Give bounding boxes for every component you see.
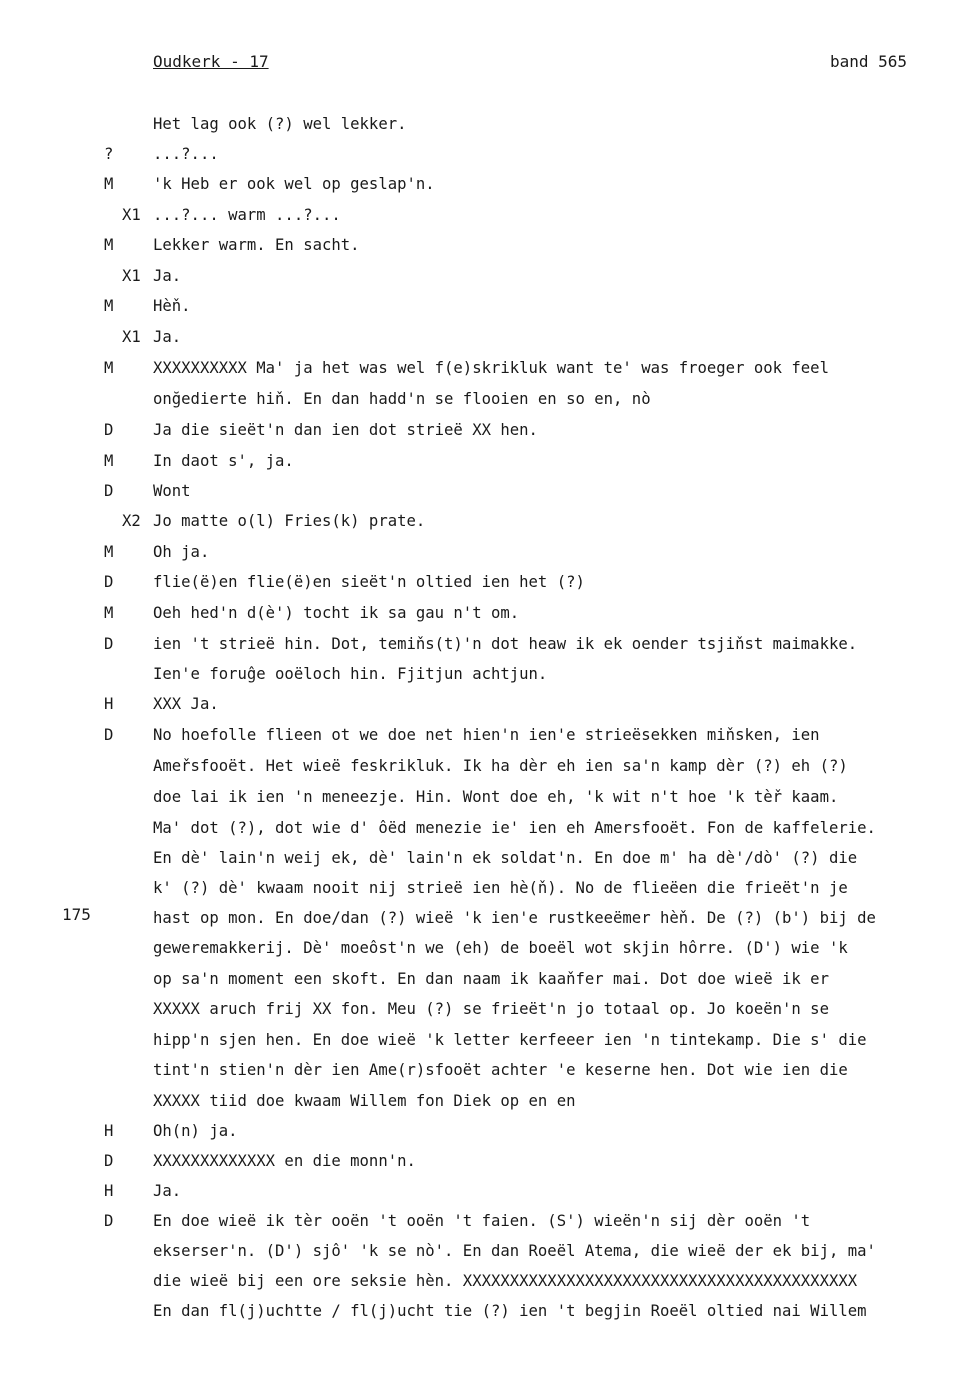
utterance-text: onğedierte hiň. En dan hadd'n se flooien en so en, nò (153, 390, 651, 408)
speaker-label: D (104, 573, 114, 591)
speaker-label: M (104, 236, 114, 254)
utterance-text: Oeh hed'n d(è') tocht ik sa gau n't om. (153, 604, 520, 622)
transcript-line (0, 203, 973, 227)
transcript-line (0, 294, 973, 318)
transcript-line (0, 479, 973, 503)
speaker-label: M (104, 452, 114, 470)
transcript-line (0, 846, 973, 870)
utterance-text: Wont (153, 482, 191, 500)
utterance-text: ekserser'n. (D') sjô' 'k se nò'. En dan Roeël Atema, die wieë der ek bij, ma' (153, 1242, 876, 1260)
transcript-line (0, 1119, 973, 1143)
utterance-text: Ja. (153, 267, 182, 285)
transcript-line (0, 112, 973, 136)
utterance-text: In daot s', ja. (153, 452, 294, 470)
transcript-line (0, 1179, 973, 1203)
transcript-line (0, 325, 973, 349)
speaker-label: H (104, 1122, 114, 1140)
speaker-label: M (104, 543, 114, 561)
utterance-text: No hoefolle flieen ot we doe net hien'n ien'e strieësekken miňsken, ien (153, 726, 820, 744)
transcript-line (0, 601, 973, 625)
speaker-label: ? (104, 145, 114, 163)
speaker-label: H (104, 695, 114, 713)
transcript-line (0, 936, 973, 960)
speaker-label: X2 (122, 512, 141, 530)
utterance-text: flie(ë)en flie(ë)en sieët'n oltied ien het (?) (153, 573, 585, 591)
utterance-text: XXXXX aruch frij XX fon. Meu (?) se frieët'n jo totaal op. Jo koeën'n se (153, 1000, 829, 1018)
speaker-label: M (104, 359, 114, 377)
utterance-text: hipp'n sjen hen. En doe wieë 'k letter kerfeeer ien 'n tintekamp. Die s' die (153, 1031, 867, 1049)
transcript-line (0, 692, 973, 716)
speaker-label: M (104, 175, 114, 193)
transcript-line (0, 662, 973, 686)
header-title: Oudkerk - 17 (153, 52, 269, 71)
utterance-text: doe lai ik ien 'n meneezje. Hin. Wont doe eh, 'k wit n't hoe 'k tèř kaam. (153, 788, 839, 806)
utterance-text: geweremakkerij. Dè' moeôst'n we (eh) de boeël wot skjin hôrre. (D') wie 'k (153, 939, 848, 957)
header-band-number: band 565 (830, 52, 908, 71)
speaker-label: X1 (122, 206, 141, 224)
transcript-line (0, 449, 973, 473)
transcript-line (0, 418, 973, 442)
utterance-text: Oh(n) ja. (153, 1122, 238, 1140)
transcript-line (0, 1149, 973, 1173)
transcript-line (0, 387, 973, 411)
transcript-line (0, 356, 973, 380)
transcript-line (0, 1269, 973, 1293)
utterance-text: Ja. (153, 328, 182, 346)
speaker-label: D (104, 1152, 114, 1170)
utterance-text: ...?... warm ...?... (153, 206, 341, 224)
transcript-line (0, 816, 973, 840)
utterance-text: Ja. (153, 1182, 182, 1200)
utterance-text: Ien'e foruĝe ooëloch hin. Fjitjun achtjun. (153, 665, 548, 683)
speaker-label: M (104, 297, 114, 315)
utterance-text: die wieë bij een ore seksie hèn. XXXXXXXXXXXXXXXXXXXXXXXXXXXXXXXXXXXXXXXXXX (153, 1272, 858, 1290)
utterance-text: Het lag ook (?) wel lekker. (153, 115, 407, 133)
transcript-line (0, 876, 973, 900)
utterance-text: XXXXXXXXXXXXX en die monn'n. (153, 1152, 416, 1170)
speaker-label: X1 (122, 267, 141, 285)
transcript-line (0, 1209, 973, 1233)
transcript-line (0, 172, 973, 196)
utterance-text: En dè' lain'n weij ek, dè' lain'n ek soldat'n. En doe m' ha dè'/dò' (?) die (153, 849, 858, 867)
speaker-label: D (104, 1212, 114, 1230)
transcript-line (0, 632, 973, 656)
transcript-line (0, 1028, 973, 1052)
utterance-text: ien 't strieë hin. Dot, temiňs(t)'n dot heaw ik ek oender tsjiňst maimakke. (153, 635, 858, 653)
transcript-line (0, 1058, 973, 1082)
utterance-text: k' (?) dè' kwaam nooit nij strieë ien hè(ň). No de flieëen die frieët'n je (153, 879, 848, 897)
utterance-text: XXX Ja. (153, 695, 219, 713)
speaker-label: H (104, 1182, 114, 1200)
utterance-text: ...?... (153, 145, 219, 163)
speaker-label: D (104, 482, 114, 500)
speaker-label: D (104, 726, 114, 744)
utterance-text: XXXXX tiid doe kwaam Willem fon Diek op en en (153, 1092, 576, 1110)
transcript-line (0, 906, 973, 930)
transcript-line (0, 785, 973, 809)
speaker-label: D (104, 635, 114, 653)
transcript-line (0, 1089, 973, 1113)
utterance-text: Ameřsfooët. Het wieë feskrikluk. Ik ha dèr eh ien sa'n kamp dèr (?) eh (?) (153, 757, 848, 775)
transcript-line (0, 997, 973, 1021)
transcript-line (0, 967, 973, 991)
utterance-text: op sa'n moment een skoft. En dan naam ik kaaňfer mai. Dot doe wieë ik er (153, 970, 829, 988)
utterance-text: Jo matte o(l) Fries(k) prate. (153, 512, 426, 530)
utterance-text: En doe wieë ik tèr ooën 't ooën 't faien. (S') wieën'n sij dèr ooën 't (153, 1212, 811, 1230)
margin-line-number: 175 (62, 905, 91, 924)
speaker-label: X1 (122, 328, 141, 346)
transcript-line (0, 540, 973, 564)
transcript-line (0, 570, 973, 594)
utterance-text: En dan fl(j)uchtte / fl(j)ucht tie (?) ien 't begjin Roeël oltied nai Willem (153, 1302, 867, 1320)
utterance-text: hast op mon. En doe/dan (?) wieë 'k ien'e rustkeeëmer hèň. De (?) (b') bij de (153, 909, 876, 927)
speaker-label: M (104, 604, 114, 622)
utterance-text: tint'n stien'n dèr ien Ame(r)sfooët achter 'e keserne hen. Dot wie ien die (153, 1061, 848, 1079)
transcript-line (0, 264, 973, 288)
transcript-line (0, 509, 973, 533)
speaker-label: D (104, 421, 114, 439)
transcript-line (0, 1299, 973, 1323)
transcript-line (0, 1239, 973, 1263)
utterance-text: Oh ja. (153, 543, 210, 561)
utterance-text: Ja die sieët'n dan ien dot strieë XX hen. (153, 421, 538, 439)
utterance-text: XXXXXXXXXX Ma' ja het was wel f(e)skrikluk want te' was froeger ook feel (153, 359, 829, 377)
transcript-line (0, 233, 973, 257)
utterance-text: Lekker warm. En sacht. (153, 236, 360, 254)
transcript-line (0, 142, 973, 166)
transcript-line (0, 754, 973, 778)
utterance-text: 'k Heb er ook wel op geslap'n. (153, 175, 435, 193)
utterance-text: Hèň. (153, 297, 191, 315)
transcript-line (0, 723, 973, 747)
utterance-text: Ma' dot (?), dot wie d' ôëd menezie ie' ien eh Amersfooët. Fon de kaffelerie. (153, 819, 876, 837)
